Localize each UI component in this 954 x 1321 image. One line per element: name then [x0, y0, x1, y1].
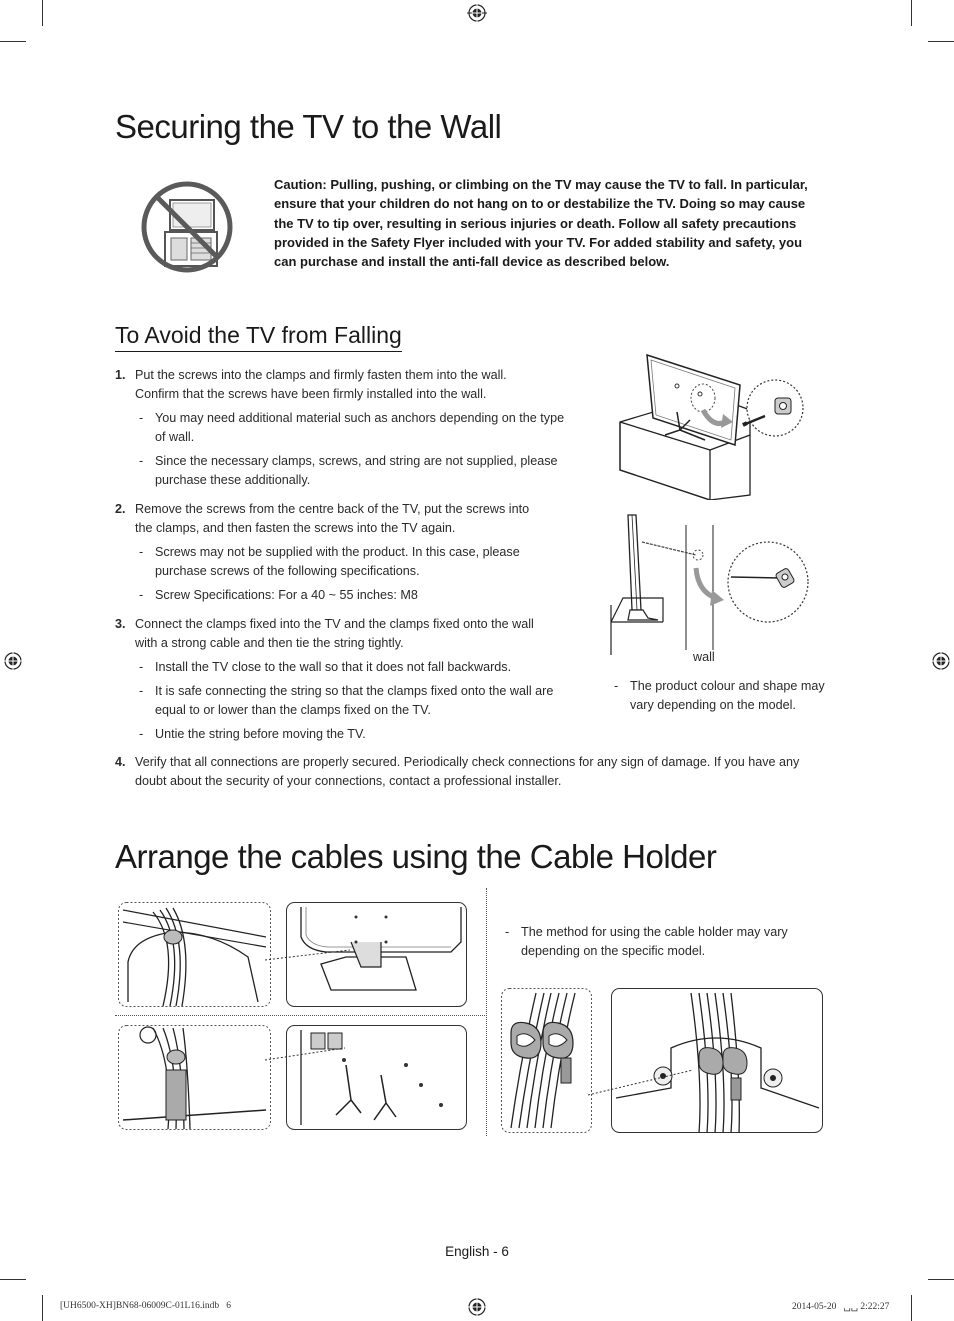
page-title: Securing the TV to the Wall: [115, 108, 502, 145]
registration-mark-icon: [467, 1297, 487, 1317]
page-number: English - 6: [445, 1244, 509, 1259]
step-number: 1.: [115, 368, 126, 382]
crop-mark: [928, 1279, 954, 1280]
callout-lines: [588, 1060, 698, 1100]
crop-mark: [0, 1279, 26, 1280]
file-slug: [UH6500-XH]BN68-06009C-01L16.indb 6: [60, 1301, 231, 1311]
registration-mark-icon: [467, 3, 487, 23]
registration-mark-icon: [931, 651, 951, 671]
cable-bundle-detail-illustration: [501, 988, 593, 1134]
section-heading-avoid-falling: To Avoid the TV from Falling: [115, 322, 402, 352]
tv-on-stand-illustration: [615, 350, 810, 500]
crop-mark: [928, 41, 954, 42]
cable-holder-title: Arrange the cables using the Cable Holder: [115, 838, 717, 875]
step-number: 4.: [115, 755, 126, 769]
no-climbing-warning-icon: [140, 180, 235, 274]
step-text: Connect the clamps fixed into the TV and the clamps fixed onto the wall with a strong cable and then tie the string tightly.: [135, 617, 534, 651]
step-text: Remove the screws from the centre back of the TV, put the screws into the clamps, and then fasten the screws into the TV again.: [135, 502, 530, 536]
tv-wall-side-illustration: [608, 510, 813, 660]
step-text: Put the screws into the clamps and firmly fasten them into the wall. Confirm that the screws have been firmly installed into the wall.: [135, 368, 507, 402]
step-text: Verify that all connections are properly secured. Periodically check connections for any sign of damage. If you have any doubt about the security of your connections, contact a professional installer.: [135, 755, 800, 789]
crop-mark: [911, 1295, 912, 1321]
cable-holder-detail-illustration: [118, 902, 271, 1007]
step-number: 2.: [115, 502, 126, 516]
step-number: 3.: [115, 617, 126, 631]
crop-mark: [42, 1295, 43, 1321]
crop-mark: [911, 0, 912, 26]
caution-text: Caution: Pulling, pushing, or climbing on the TV may cause the TV to fall. In particular, ensure that your children do not hang on to or destabilize the TV. Doing so may cause the TV to tip over, resulting in serious injuries or death. Follow all safety precautions provided in the Safety Flyer included with your TV. For added stability and safety, you can purchase and install the anti-fall device as described below.: [274, 177, 808, 270]
crop-mark: [0, 41, 26, 42]
registration-mark-icon: [3, 651, 23, 671]
crop-mark: [42, 0, 43, 26]
divider: [486, 888, 487, 1136]
wall-label: wall: [693, 650, 715, 664]
print-timestamp: 2014-05-20 ␣␣ 2:22:27: [792, 1302, 890, 1312]
callout-lines: [265, 940, 365, 1080]
cable-clip-detail-illustration: [118, 1025, 271, 1130]
